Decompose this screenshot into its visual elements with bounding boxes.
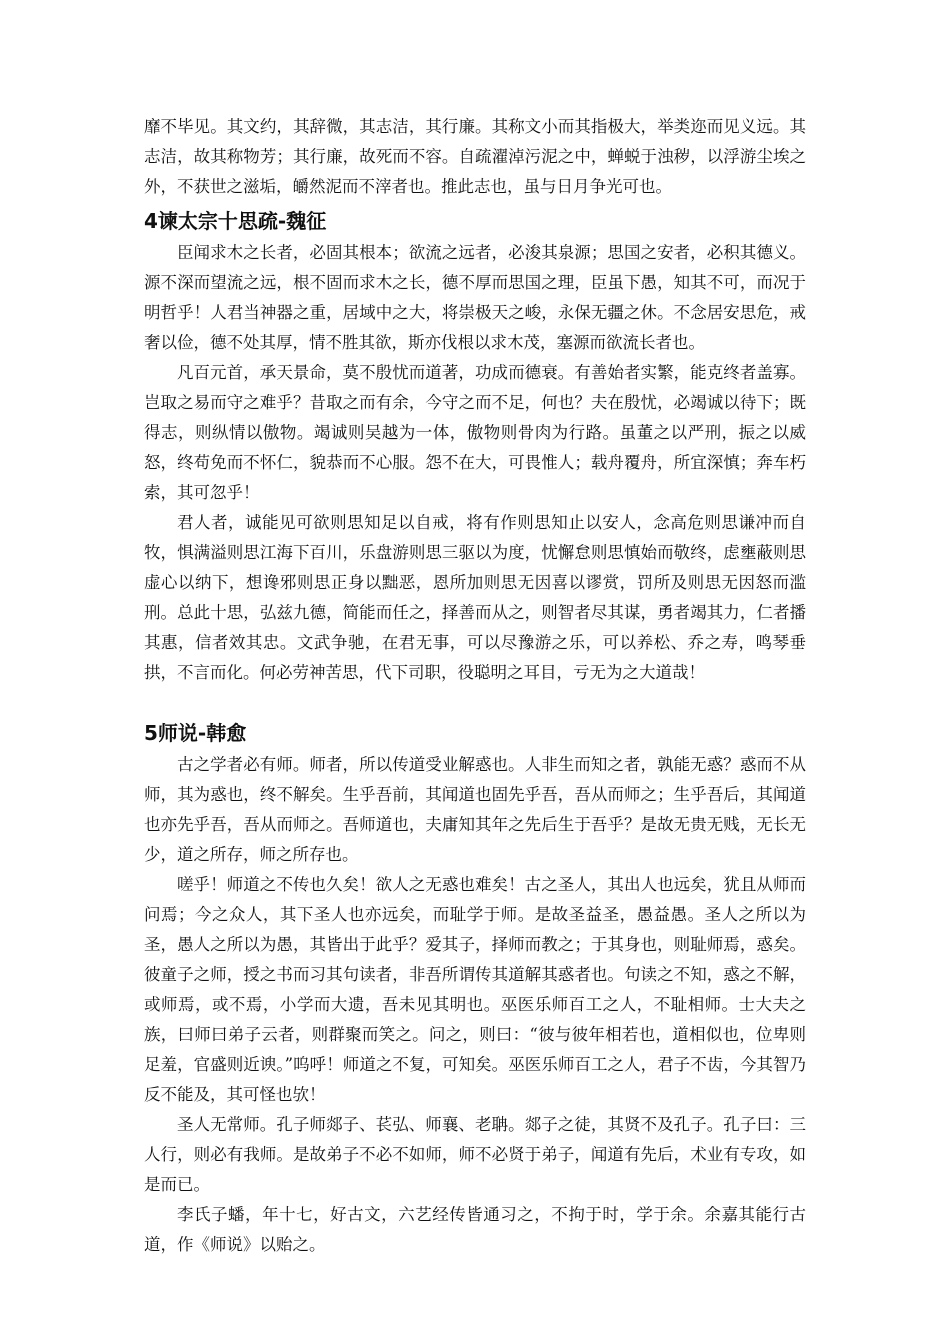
- paragraph: 凡百元首，承天景命，莫不殷忧而道著，功成而德衰。有善始者实繁，能克终者盖寡。岂取之易而守之难乎？昔取之而有余，今守之而不足，何也？夫在殷忧，必竭诚以待下；既得志，则纵情以傲物。竭诚则吴越为一体，傲物则骨肉为行路。虽董之以严刑，振之以威怒，终苟免而不怀仁，貌恭而不心服。怨不在大，可畏惟人；载舟覆舟，所宜深慎；奔车朽索，其可忽乎！: [144, 363, 806, 502]
- paragraph: 圣人无常师。孔子师郯子、苌弘、师襄、老聃。郯子之徒，其贤不及孔子。孔子曰：三人行，则必有我师。是故弟子不必不如师，师不必贤于弟子，闻道有先后，术业有专攻，如是而已。: [144, 1115, 806, 1194]
- section-shi-shuo: [144, 718, 806, 1260]
- paragraph: 嗟乎！师道之不传也久矣！欲人之无惑也难矣！古之圣人，其出人也远矣，犹且从师而问焉；今之众人，其下圣人也亦远矣，而耻学于师。是故圣益圣，愚益愚。圣人之所以为圣，愚人之所以为愚，其皆出于此乎？爱其子，择师而教之；于其身也，则耻师焉，惑矣。彼童子之师，授之书而习其句读者，非吾所谓传其道解其惑者也。句读之不知，惑之不解，或师焉，或不焉，小学而大遗，吾未见其明也。巫医乐师百工之人，不耻相师。士大夫之族，曰师曰弟子云者，则群聚而笑之。问之，则曰：“彼与彼年相若也，道相似也，位卑则足羞，官盛则近谀。”呜呼！师道之不复，可知矣。巫医乐师百工之人，君子不齿，今其智乃反不能及，其可怪也欤！: [144, 875, 806, 1104]
- paragraph: 君人者，诚能见可欲则思知足以自戒，将有作则思知止以安人，念高危则思谦冲而自牧，惧满溢则思江海下百川，乐盘游则思三驱以为度，忧懈怠则思慎始而敬终，虑壅蔽则思虚心以纳下，想谗邪则思正身以黜恶，恩所加则思无因喜以谬赏，罚所及则思无因怒而滥刑。总此十思，弘兹九德，简能而任之，择善而从之，则智者尽其谋，勇者竭其力，仁者播其惠，信者效其忠。文武争驰，在君无事，可以尽豫游之乐，可以养松、乔之寿，鸣琴垂拱，不言而化。何必劳神苦思，代下司职，役聪明之耳目，亏无为之大道哉！: [144, 513, 806, 682]
- paragraph: 李氏子蟠，年十七，好古文，六艺经传皆通习之，不拘于时，学于余。余嘉其能行古道，作《师说》以贻之。: [144, 1205, 806, 1254]
- paragraph: 臣闻求木之长者，必固其根本；欲流之远者，必浚其泉源；思国之安者，必积其德义。源不深而望流之远，根不固而求木之长，德不厚而思国之理，臣虽下愚，知其不可，而况于明哲乎！人君当神器之重，居域中之大，将崇极天之峻，永保无疆之休。不念居安思危，戒奢以俭，德不处其厚，情不胜其欲，斯亦伐根以求木茂，塞源而欲流长者也。: [144, 243, 806, 352]
- section-jian-taizong: [144, 206, 806, 688]
- section-heading: 5师说-韩愈: [144, 721, 247, 745]
- section-heading: 4谏太宗十思疏-魏征: [144, 209, 327, 233]
- paragraph: 古之学者必有师。师者，所以传道受业解惑也。人非生而知之者，孰能无惑？惑而不从师，其为惑也，终不解矣。生乎吾前，其闻道也固先乎吾，吾从而师之；生乎吾后，其闻道也亦先乎吾，吾从而师之。吾师道也，夫庸知其年之先后生于吾乎？是故无贵无贱，无长无少，道之所存，师之所存也。: [144, 755, 806, 864]
- section-prev-continuation: [144, 112, 806, 202]
- document-page: [144, 112, 806, 1260]
- paragraph: 靡不毕见。其文约，其辞微，其志洁，其行廉。其称文小而其指极大，举类迩而见义远。其志洁，故其称物芳；其行廉，故死而不容。自疏濯淖污泥之中，蝉蜕于浊秽，以浮游尘埃之外，不获世之滋垢，皭然泥而不滓者也。推此志也，虽与日月争光可也。: [144, 117, 806, 196]
